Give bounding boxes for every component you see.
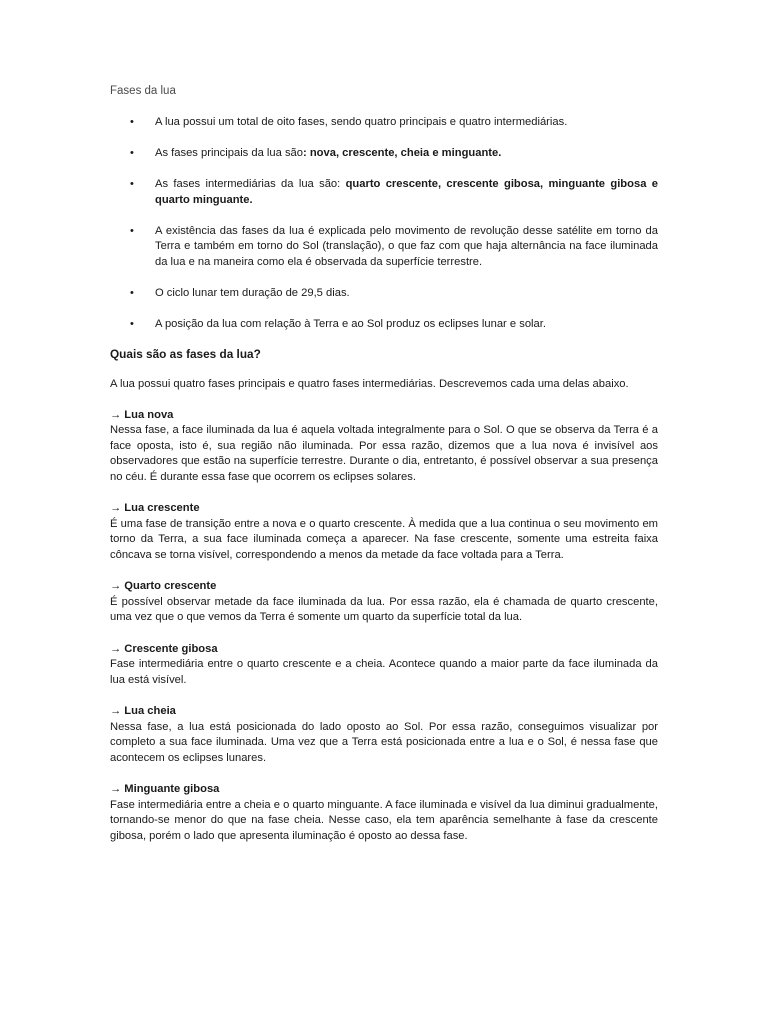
- phase-description: É uma fase de transição entre a nova e o quarto crescente. À medida que a lua continua o seu movimento em torno da Terra, a sua face iluminada começa a aparecer. Na fase crescente, somente uma estreita faixa côncava se torna visível, correspondendo a menos da metade da face voltada para a Terra.: [110, 517, 658, 562]
- bullet-icon: •: [130, 146, 134, 159]
- bullet-item: • As fases principais da lua são: nova, crescente, cheia e minguante.: [110, 146, 658, 162]
- phase-description: Nessa fase, a lua está posicionada do lado oposto ao Sol. Por essa razão, conseguimos visualizar por completo a sua face iluminada. Uma vez que a Terra está posicionada entre a lua e o Sol, é nessa fase que acontecem os eclipses lunares.: [110, 720, 658, 764]
- phase-section-lua-cheia: [110, 704, 658, 766]
- phase-section-lua-nova: [110, 408, 658, 486]
- phase-section-minguante-gibosa: [110, 782, 658, 844]
- bullet-item: • O ciclo lunar tem duração de 29,5 dias.: [110, 286, 658, 302]
- phase-heading: → Lua cheia: [110, 704, 176, 717]
- phase-section-quarto-crescente: [110, 579, 658, 626]
- phase-heading: → Quarto crescente: [110, 580, 217, 593]
- phase-description: Fase intermediária entre o quarto crescente e a cheia. Acontece quando a maior parte da face iluminada da lua está visível.: [110, 658, 658, 686]
- bullet-item: • A existência das fases da lua é explicada pelo movimento de revolução desse satélite em torno da Terra e também em torno do Sol (translação), o que faz com que haja alternância na face iluminada da lua e na maneira como ela é observada da superfície terrestre.: [130, 224, 658, 268]
- bullet-icon: •: [130, 224, 134, 237]
- section-subheading: Quais são as fases da lua?: [110, 346, 261, 361]
- bullet-item: • As fases intermediárias da lua são: quarto crescente, crescente gibosa, minguante gibosa e quarto minguante.: [130, 177, 658, 206]
- summary-bullet-list: [110, 115, 658, 333]
- phase-description: Fase intermediária entre a cheia e o quarto minguante. A face iluminada e visível da lua diminui gradualmente, tornando-se menor do que na fase cheia. Nesse caso, ela tem aparência semelhante à fase da crescente gibosa, porém o lado que apresenta iluminação é oposto ao dessa fase.: [110, 798, 658, 842]
- document-body: [110, 84, 658, 860]
- bullet-icon: •: [130, 115, 134, 128]
- phase-heading: → Lua nova: [110, 408, 174, 421]
- bullet-item: • A posição da lua com relação à Terra e ao Sol produz os eclipses lunar e solar.: [110, 317, 658, 333]
- phase-heading: → Minguante gibosa: [110, 782, 220, 795]
- phase-section-crescente-gibosa: [110, 642, 658, 689]
- phase-description: Nessa fase, a face iluminada da lua é aquela voltada integralmente para o Sol. O que se observa da Terra é a face oposta, isto é, sua região não iluminada. Por essa razão, dizemos que a lua nova é invisível aos observadores que estão na superfície terrestre. Durante o dia, entretanto, é possível observar a sua presença no céu. É durante essa fase que ocorrem os eclipses solares.: [110, 424, 658, 484]
- bullet-icon: •: [130, 287, 134, 300]
- phase-description: É possível observar metade da face iluminada da lua. Por essa razão, ela é chamada de quarto crescente, uma vez que o que vemos da Terra é somente um quarto da superfície total da lua.: [110, 595, 658, 624]
- bullet-icon: •: [130, 318, 134, 331]
- phase-section-lua-crescente: [110, 501, 658, 563]
- bullet-item: • A lua possui um total de oito fases, sendo quatro principais e quatro intermediárias.: [110, 115, 658, 131]
- phase-heading: → Crescente gibosa: [110, 642, 218, 655]
- document-title: Fases da lua: [110, 85, 176, 97]
- intro-paragraph: A lua possui quatro fases principais e quatro fases intermediárias. Descrevemos cada uma delas abaixo.: [110, 378, 629, 391]
- bullet-icon: •: [130, 177, 134, 190]
- phase-heading: → Lua crescente: [110, 502, 200, 515]
